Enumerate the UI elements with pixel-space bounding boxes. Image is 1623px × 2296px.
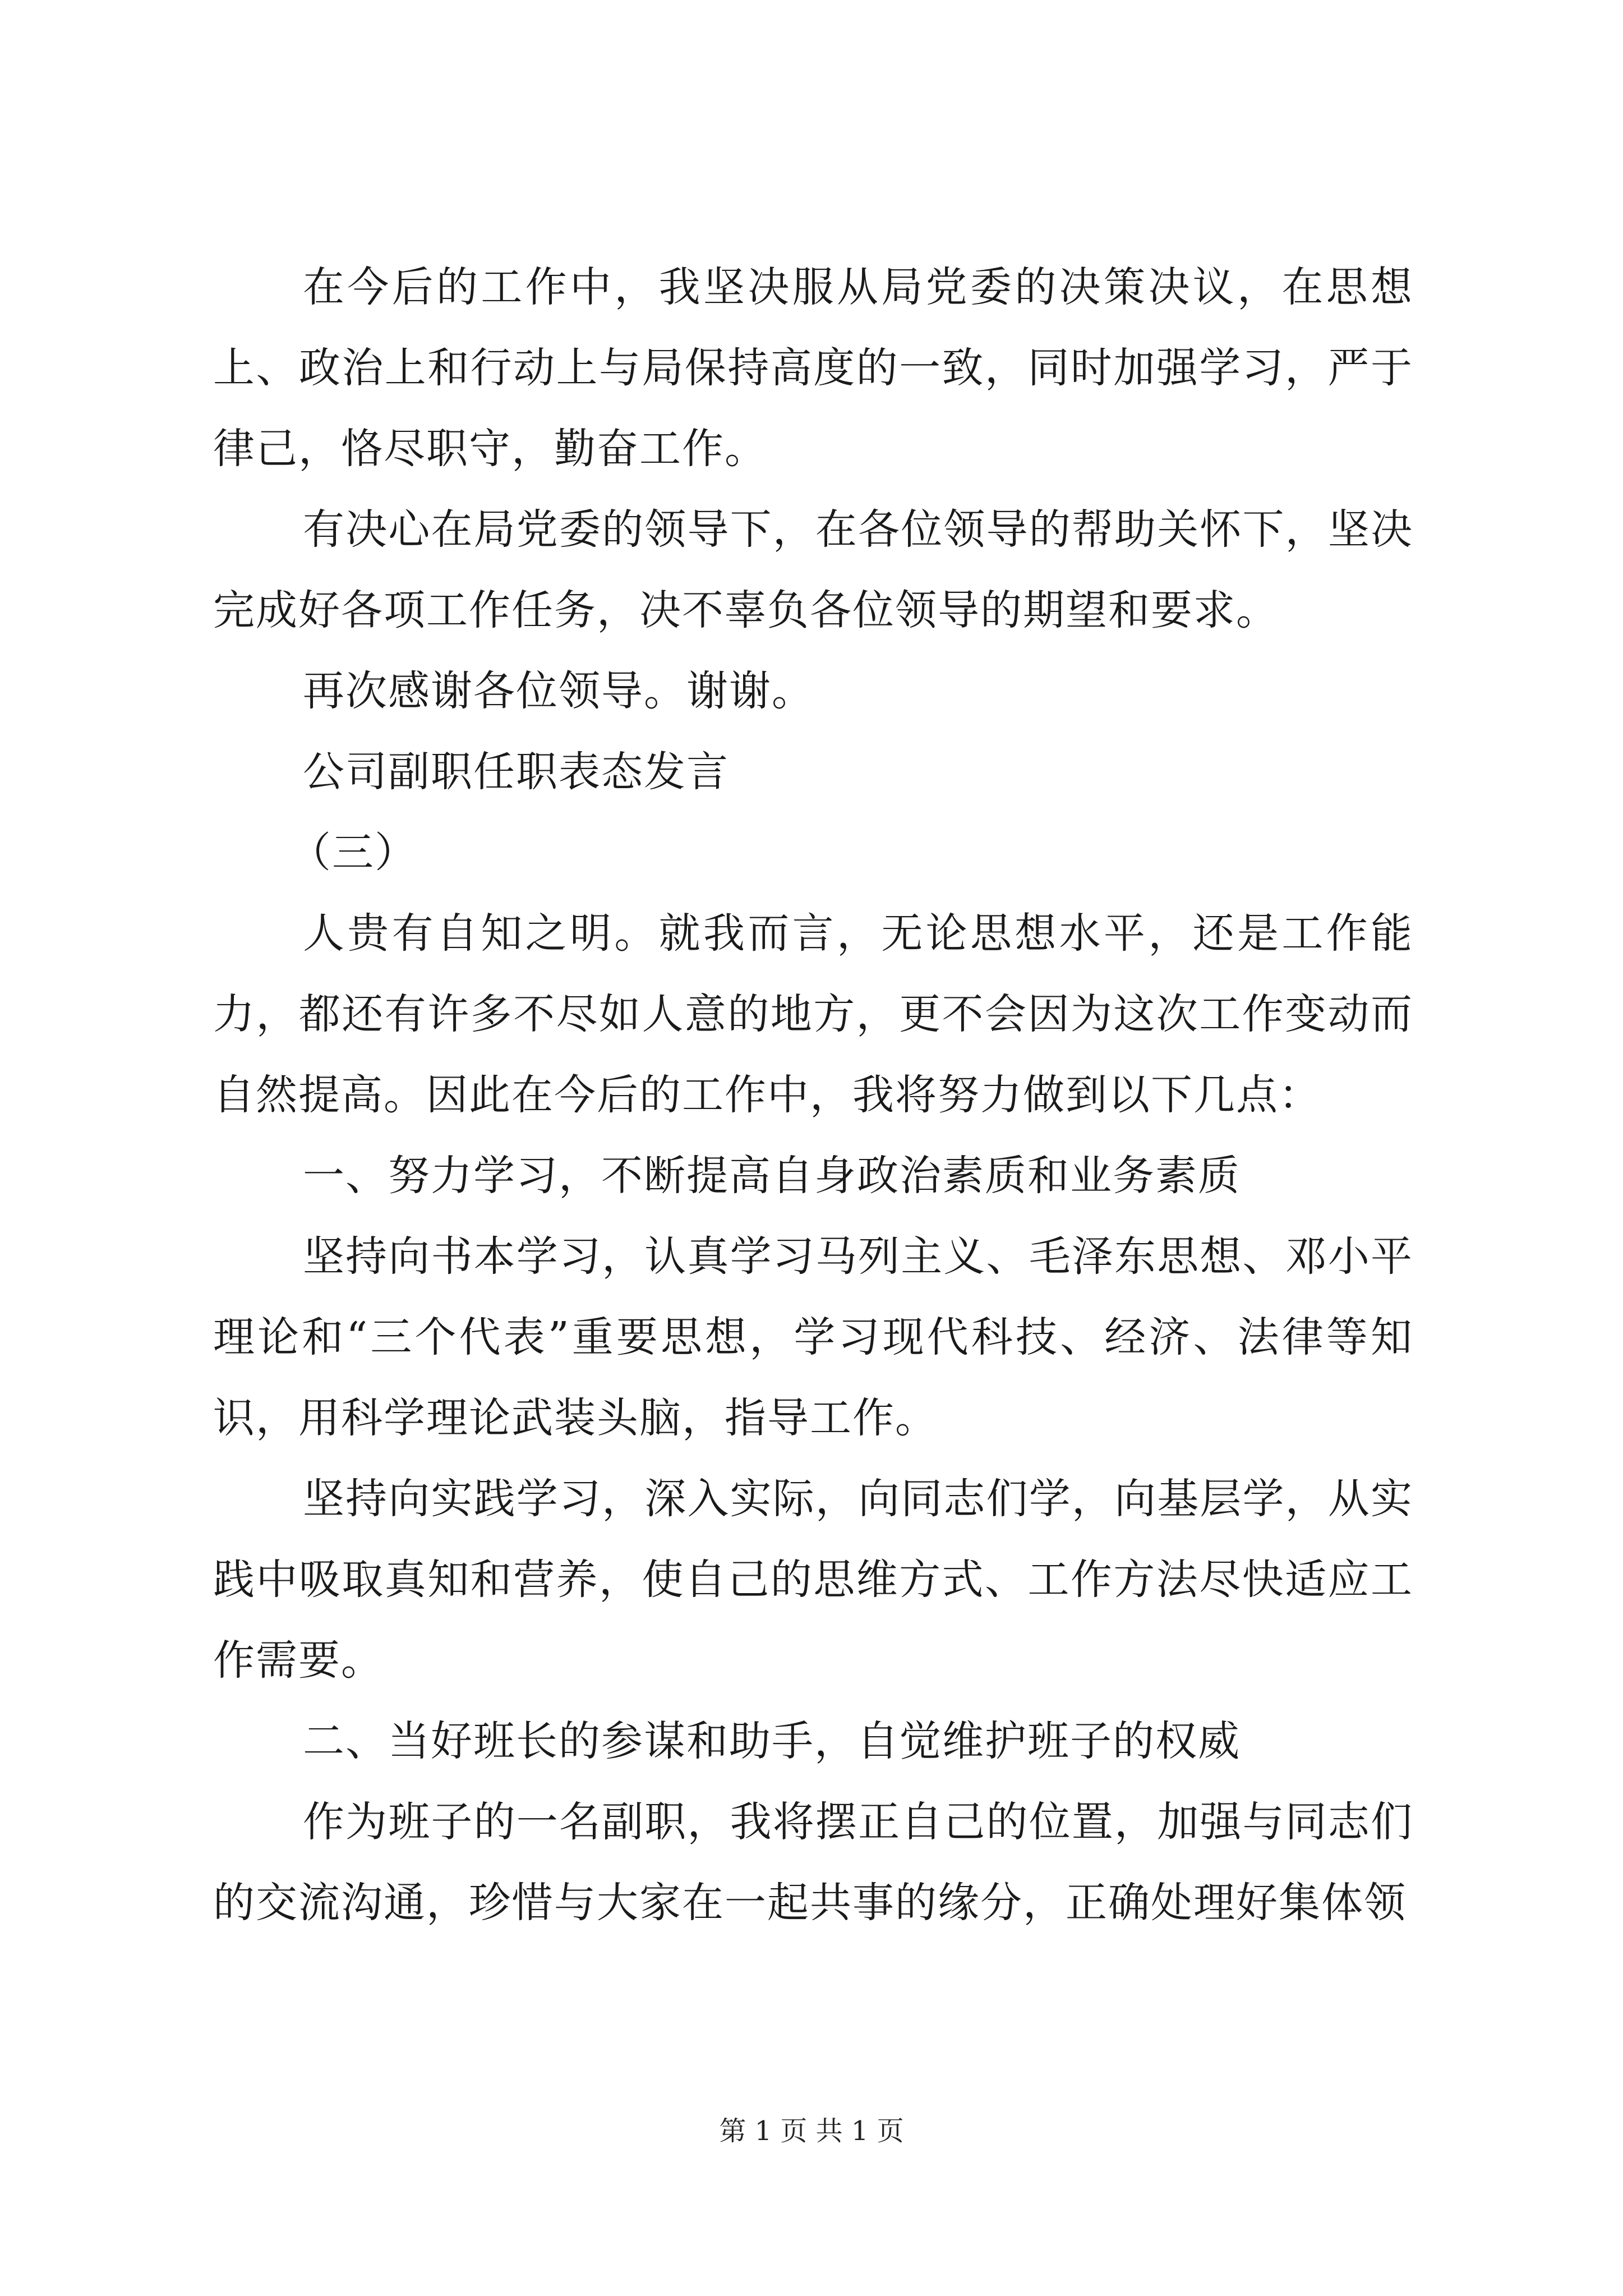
page-footer: 第 1 页 共 1 页 (719, 2115, 904, 2147)
section-title: 公司副职任职表态发言 (303, 748, 729, 796)
paragraph-practice-learning: 坚持向实践学习，深入实际，向同志们学，向基层学，从实践中吸取真知和营养，使自己的思维方式、工作方法尽快适应工作需要。 (213, 1475, 1413, 1685)
paragraph-book-learning: 坚持向书本学习，认真学习马列主义、毛泽东思想、邓小平理论和“三个代表”重要思想，学习现代科技、经济、法律等知识，用科学理论武装头脑，指导工作。 (213, 1232, 1413, 1442)
paragraph-thanks: 再次感谢各位领导。谢谢。 (303, 667, 814, 715)
section-number: （三） (289, 829, 417, 877)
document-body (213, 247, 1413, 1943)
paragraph-deputy-role: 作为班子的一名副职，我将摆正自己的位置，加强与同志们的交流沟通，珍惜与大家在一起共事的缘分，正确处理好集体领 (213, 1798, 1413, 1927)
heading-point-two: 二、当好班长的参谋和助手，自觉维护班子的权威 (303, 1717, 1241, 1765)
heading-point-one: 一、努力学习，不断提高自身政治素质和业务素质 (303, 1152, 1241, 1200)
paragraph-commitment: 在今后的工作中，我坚决服从局党委的决策决议，在思想上、政治上和行动上与局保持高度的一致，同时加强学习，严于律己，恪尽职守，勤奋工作。 (213, 263, 1413, 473)
paragraph-determination: 有决心在局党委的领导下，在各位领导的帮助关怀下，坚决完成好各项工作任务，决不辜负各位领导的期望和要求。 (213, 505, 1413, 634)
paragraph-self-knowledge: 人贵有自知之明。就我而言，无论思想水平，还是工作能力，都还有许多不尽如人意的地方，更不会因为这次工作变动而自然提高。因此在今后的工作中，我将努力做到以下几点： (213, 909, 1413, 1119)
